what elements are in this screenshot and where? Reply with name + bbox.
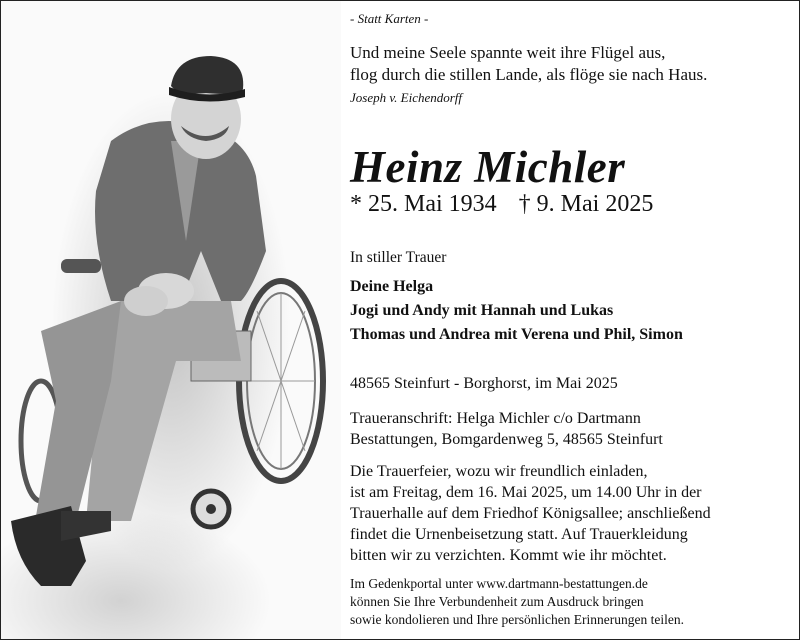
funeral-info-line: ist am Freitag, dem 16. Mai 2025, um 14.00 Uhr in der xyxy=(350,484,702,501)
mourner-line: Jogi und Andy mit Hannah und Lukas xyxy=(350,302,614,319)
place-date: 48565 Steinfurt - Borghorst, im Mai 2025 xyxy=(350,375,618,392)
address-line: Traueranschrift: Helga Michler c/o Dartmann xyxy=(350,410,641,427)
poem-line: Und meine Seele spannte weit ihre Flügel aus, xyxy=(350,43,666,62)
mourner-line: Deine Helga xyxy=(350,278,434,295)
poem-line: flog durch die stillen Lande, als flöge sie nach Haus. xyxy=(350,65,708,84)
mourning-intro: In stiller Trauer xyxy=(350,249,447,266)
life-dates xyxy=(350,191,653,218)
memorial-portal-line: können Sie Ihre Verbundenheit zum Ausdruck bringen xyxy=(350,594,644,609)
poem-author: Joseph v. Eichendorff xyxy=(350,90,463,105)
mourner-line: Thomas und Andrea mit Verena und Phil, Simon xyxy=(350,326,683,343)
statt-karten-header: - Statt Karten - xyxy=(350,11,429,26)
funeral-info-line: bitten wir zu verzichten. Kommt wie ihr möchtet. xyxy=(350,547,667,564)
portrait-photo xyxy=(1,1,341,639)
birth-date: * 25. Mai 1934 xyxy=(350,191,497,217)
memorial-portal-line: sowie kondolieren und Ihre persönlichen Erinnerungen teilen. xyxy=(350,612,685,627)
funeral-info-line: Die Trauerfeier, wozu wir freundlich einladen, xyxy=(350,463,648,480)
funeral-info-line: Trauerhalle auf dem Friedhof Königsallee; anschließend xyxy=(350,505,711,522)
address-line: Bestattungen, Bomgardenweg 5, 48565 Steinfurt xyxy=(350,431,663,448)
wheelchair-portrait-illustration xyxy=(1,1,341,639)
death-date: † 9. Mai 2025 xyxy=(518,191,654,217)
funeral-info-line: findet die Urnenbeisetzung statt. Auf Trauerkleidung xyxy=(350,526,688,543)
deceased-name: Heinz Michler xyxy=(350,142,626,192)
memorial-portal-line: Im Gedenkportal unter www.dartmann-bestattungen.de xyxy=(350,576,648,591)
